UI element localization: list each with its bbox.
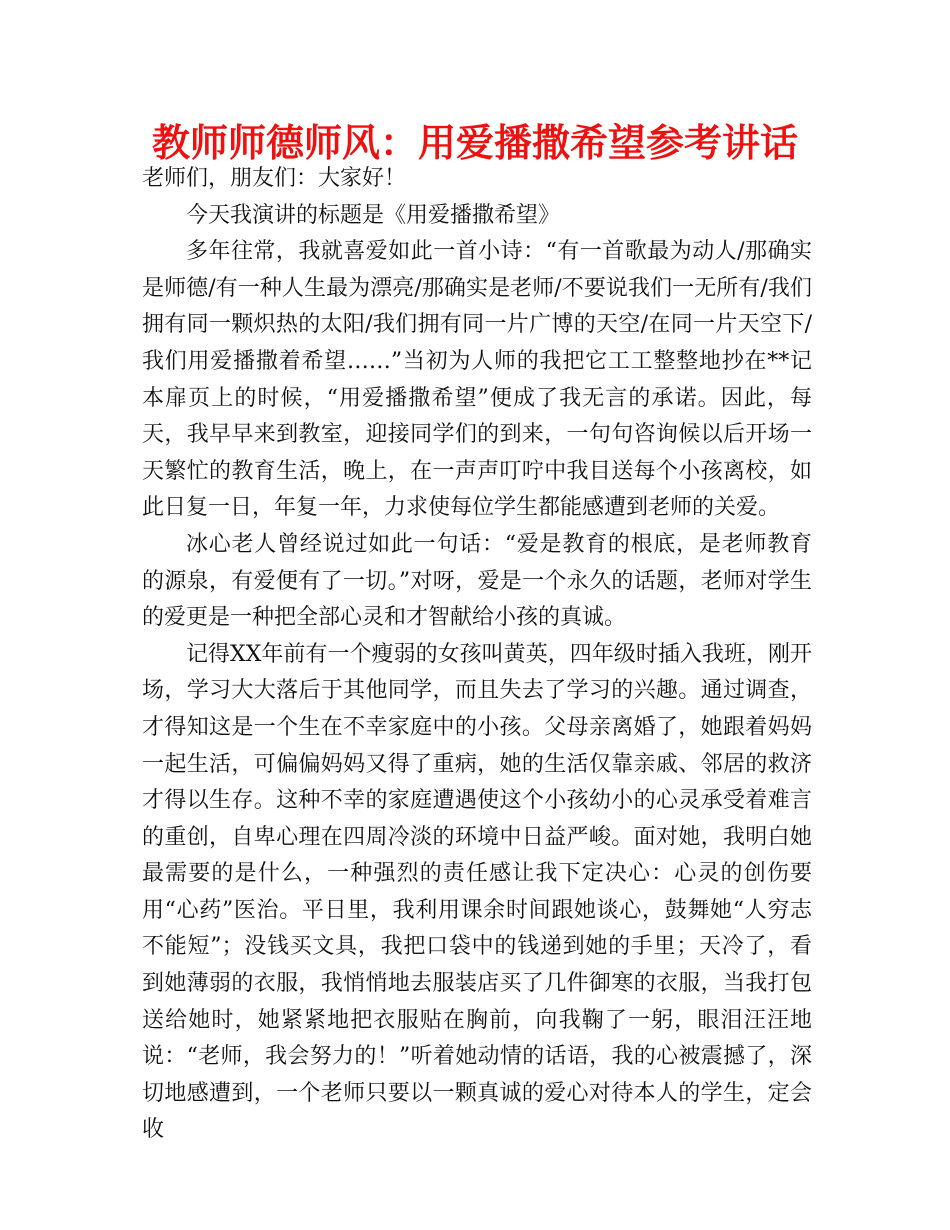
paragraph-huangying-story: 记得XX年前有一个瘦弱的女孩叫黄英，四年级时插入我班，刚开场，学习大大落后于其他同学，而且失去了学习的兴趣。通过调查，才得知这是一个生在不幸家庭中的小孩。父母亲离婚了，她跟着妈妈一起生活，可偏偏妈妈又得了重病，她的生活仅靠亲戚、邻居的救济才得以生存。这种不幸的家庭遭遇使这个小孩幼小的心灵承受着难言的重创，自卑心理在四周冷淡的环境中日益严峻。面对她，我明白她最需要的是什么，一种强烈的责任感让我下定决心：心灵的创伤要用“心药”医治。平日里，我利用课余时间跟她谈心，鼓舞她“人穷志不能短”；没钱买文具，我把口袋中的钱递到她的手里；天冷了，看到她薄弱的衣服，我悄悄地去服装店买了几件御寒的衣服，当我打包送给她时，她紧紧地把衣服贴在胸前，向我鞠了一躬，眼泪汪汪地说：“老师，我会努力的！”听着她动情的话语，我的心被震撼了，深切地感遭到，一个老师只要以一颗真诚的爱心对待本人的学生，定会收 xyxy=(142,641,812,1143)
paragraph-poem: 多年往常，我就喜爱如此一首小诗：“有一首歌最为动人/那确实是师德/有一种人生最为漂亮/那确实是老师/不要说我们一无所有/我们拥有同一颗炽热的太阳/我们拥有同一片广博的天空/在同一片天空下/我们用爱播撒着希望……”当初为人师的我把它工工整整地抄在**记本扉页上的时候，“用爱播撒希望”便成了我无言的承诺。因此，每天，我早早来到教室，迎接同学们的到来，一句句咨询候以后开场一天繁忙的教育生活，晚上，在一声声叮咛中我目送每个小孩离校，如此日复一日，年复一年，力求使每位学生都能感遭到老师的关爱。 xyxy=(142,239,812,521)
paragraph-speech-title: 今天我演讲的标题是《用爱播撒希望》 xyxy=(186,202,561,228)
document-title: 教师师德师风：用爱播撒希望参考讲话 xyxy=(151,121,798,165)
greeting-line: 老师们，朋友们：大家好！ xyxy=(142,166,407,191)
paragraph-bingxin-quote: 冰心老人曾经说过如此一句话：“爱是教育的根底，是老师教育的源泉，有爱便有了一切。”对呀，爱是一个永久的话题，老师对学生的爱更是一种把全部心灵和才智献给小孩的真诚。 xyxy=(142,531,812,631)
document-body xyxy=(142,161,812,1149)
